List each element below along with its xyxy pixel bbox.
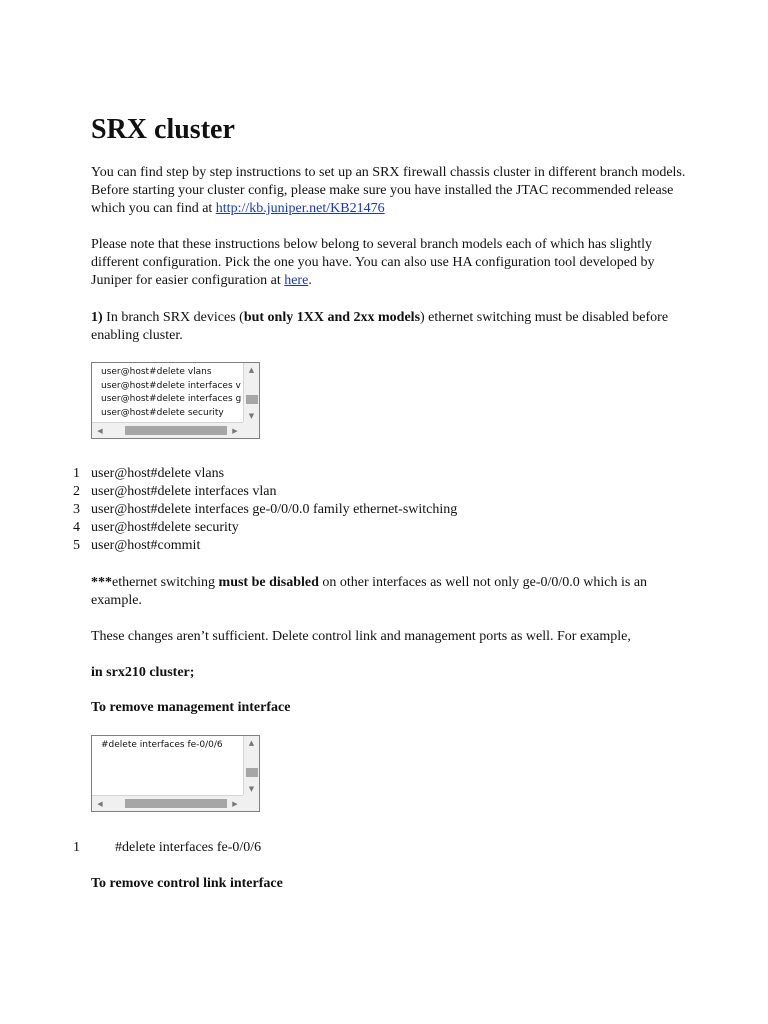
horizontal-scroll-thumb[interactable] [125, 799, 227, 808]
code-box-2[interactable] [91, 735, 260, 812]
line-text: user@host#delete vlans [91, 466, 225, 481]
control-link-heading: To remove control link interface [91, 876, 283, 891]
code-box-1-line: user@host#delete interfaces v [101, 380, 241, 391]
horizontal-scroll-thumb[interactable] [125, 426, 227, 435]
scroll-down-icon[interactable]: ▼ [248, 785, 255, 793]
vertical-scroll-thumb[interactable] [246, 768, 258, 777]
warning-text-a: ethernet switching [112, 575, 219, 590]
code-box-1-line: user@host#delete interfaces g [101, 394, 242, 404]
intro-paragraph [91, 164, 691, 218]
line-number: 5 [73, 538, 80, 553]
line-text: user@host#delete interfaces ge-0/0/0.0 family ethernet-switching [91, 502, 458, 517]
code-box-1-content[interactable] [92, 363, 243, 423]
vertical-scroll-thumb[interactable] [246, 395, 258, 404]
code-box-2-line: #delete interfaces fe-0/0/6 [101, 740, 223, 750]
line-text: user@host#commit [91, 538, 201, 553]
horizontal-scrollbar[interactable] [92, 422, 243, 438]
code-box-1-line: user@host#delete security [101, 407, 224, 418]
scroll-down-icon[interactable]: ▼ [248, 412, 255, 420]
line-number: 1 [73, 466, 80, 481]
scroll-left-icon[interactable]: ◀ [97, 427, 103, 435]
line-text: user@host#delete security [91, 520, 239, 535]
scroll-up-icon[interactable]: ▲ [248, 739, 255, 747]
code-box-2-content[interactable] [92, 736, 243, 796]
scroll-up-icon[interactable]: ▲ [248, 366, 255, 374]
line-text: user@host#delete interfaces vlan [91, 484, 277, 499]
code-box-1[interactable] [91, 362, 260, 439]
step1-bold: but only 1XX and 2xx models [243, 310, 421, 325]
page-title: SRX cluster [91, 114, 235, 145]
step1-paragraph [91, 309, 691, 345]
scroll-right-icon[interactable]: ▶ [232, 800, 238, 808]
horizontal-scrollbar[interactable] [92, 795, 243, 811]
warning-bold: must be disabled [218, 575, 319, 590]
scroll-corner [243, 422, 259, 438]
kb-link[interactable]: http://kb.juniper.net/KB21476 [215, 201, 385, 216]
note-after: . [308, 273, 312, 288]
line-text: #delete interfaces fe-0/0/6 [115, 840, 262, 855]
note-text: Please note that these instructions below belong to several branch models each of which has slightly different configuration. Pick the one you have. You can also use HA configuration tool developed by Juniper for easier configuration at [91, 237, 655, 288]
code-box-1-line: user@host#delete vlans [101, 367, 212, 377]
vertical-scrollbar[interactable] [243, 736, 259, 796]
line-number: 3 [73, 502, 80, 517]
vertical-scrollbar[interactable] [243, 363, 259, 423]
step1-text-b: ) ethernet switching must be disabled before enabling cluster. [91, 310, 669, 343]
ha-tool-link[interactable]: here [284, 273, 309, 288]
line-number: 1 [73, 840, 80, 855]
step1-text-a: In branch SRX devices ( [102, 310, 244, 325]
line-number: 2 [73, 484, 80, 499]
scroll-corner [243, 795, 259, 811]
warning-text-b: on other interfaces as well not only ge-0/0/0.0 which is an example. [91, 575, 648, 608]
step1-number: 1) [91, 310, 103, 325]
srx210-heading: in srx210 cluster; [91, 665, 195, 680]
warning-prefix: *** [91, 575, 112, 590]
scroll-left-icon[interactable]: ◀ [97, 800, 103, 808]
note-paragraph [91, 236, 691, 290]
warning-paragraph [91, 574, 691, 610]
management-heading: To remove management interface [91, 700, 291, 715]
intro-text: You can find step by step instructions to set up an SRX firewall chassis cluster in different branch models. Before starting your cluster config, please make sure you have installed the JTAC recommended release which you can find at [91, 165, 686, 216]
changes-paragraph: These changes aren’t sufficient. Delete control link and management ports as well. For example, [91, 629, 631, 644]
scroll-right-icon[interactable]: ▶ [232, 427, 238, 435]
line-number: 4 [73, 520, 80, 535]
